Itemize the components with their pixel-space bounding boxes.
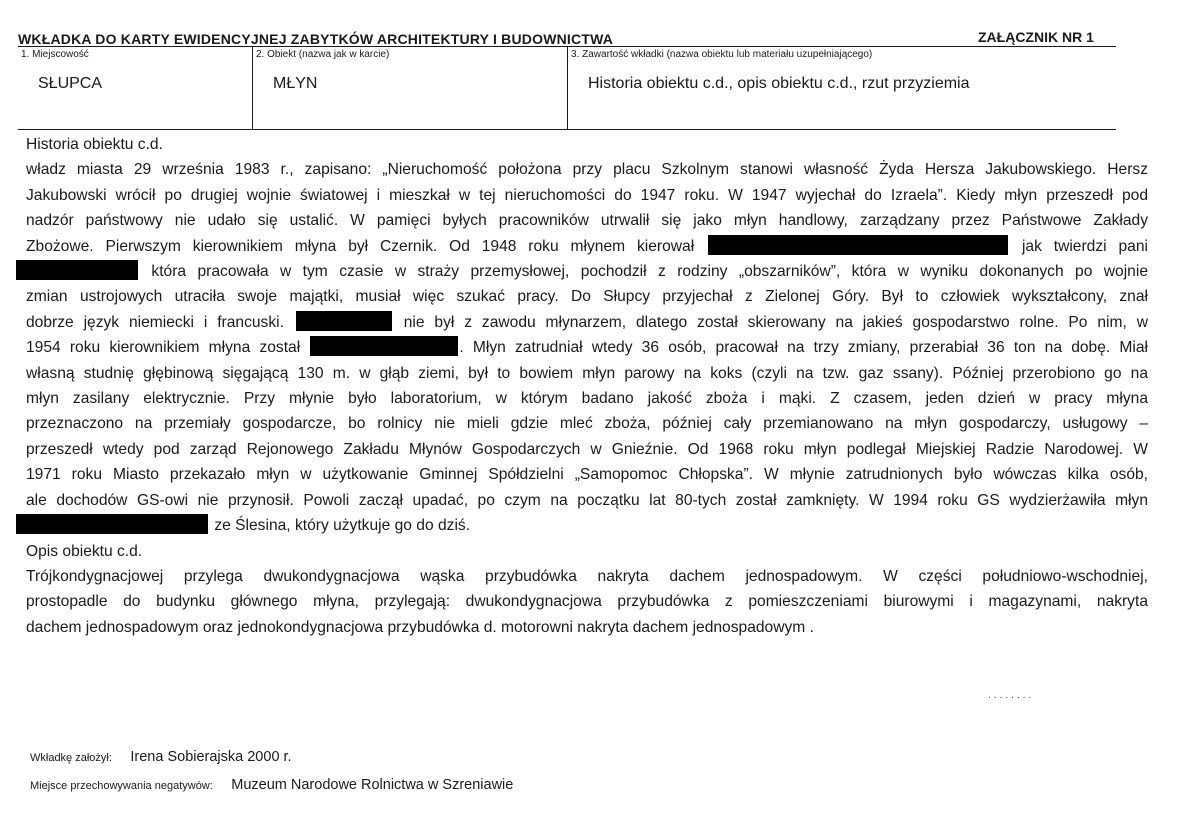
storage-row [30, 776, 513, 794]
object-value: MŁYN [273, 75, 318, 92]
redaction-block [310, 336, 458, 356]
storage-value: Muzeum Narodowe Rolnictwa w Szreniawie [231, 777, 514, 793]
history-line [26, 234, 1148, 259]
description-line: Trójkondygnacjowej przylega dwukondygnacjowa wąska przybudówka nakryta dachem jednospadowym. W części południowo-wschodniej, [26, 567, 1148, 585]
author-value: Irena Sobierajska 2000 r. [130, 749, 292, 765]
storage-label: Miejsce przechowywania negatywów: [30, 780, 213, 792]
contents-label: 3. Zawartość wkładki (nazwa obiektu lub materiału uzupełniającego) [571, 49, 873, 60]
redaction-block [296, 311, 392, 331]
history-line-part: Zbożowe. Pierwszym kierownikiem młyna był Czernik. Od 1948 roku młynem kierował [26, 237, 695, 255]
description-line: dachem jednospadowym oraz jednokondygnacjowa przybudówka d. motorowni nakryta dachem jednospadowym . [26, 618, 814, 636]
locality-cell [18, 47, 253, 129]
history-line [26, 335, 1148, 360]
history-line: Jakubowski wrócił po drugiej wojnie światowej i mieszkał w tej nieruchomości do 1947 roku. W 1947 wyjechał do Izraela”. Kiedy młyn przeszedł pod [26, 186, 1148, 204]
object-label: 2. Obiekt (nazwa jak w karcie) [256, 49, 390, 60]
contents-cell [568, 47, 1116, 129]
redaction-block [16, 514, 208, 534]
description-heading: Opis obiektu c.d. [26, 542, 143, 560]
redaction-block [16, 260, 138, 280]
history-line [26, 310, 1148, 335]
history-line-part: nie był z zawodu młynarzem, dlatego został skierowany na jakieś gospodarstwo rolne. Po nim, w [403, 313, 1148, 331]
history-line-part: która pracowała w tym czasie w straży przemysłowej, pochodził z rodziny „obszarników”, która w wyniku dokonanych po wojnie [151, 263, 1148, 281]
object-cell [253, 47, 568, 129]
history-line-part: ze Ślesina, który użytkuje go do dziś. [214, 517, 471, 535]
author-label: Wkładkę założył: [30, 752, 112, 764]
redaction-block [708, 235, 1008, 255]
header-table [18, 46, 1116, 130]
history-line: własną studnię głębinową sięgającą 130 m. w głąb ziemi, był to bowiem młyn parowy na koks (czyli na tzw. gaz ssany). Później przerobiono go na [26, 364, 1148, 382]
description-line: prostopadle do budynku głównego młyna, przylegają: dwukondygnacjowa przybudówka z pomieszczeniami biurowymi i magazynami, nakryta [26, 593, 1148, 611]
history-line: przeszedł wtedy pod zarząd Rejonowego Zakładu Młynów Gospodarczych w Gnieźnie. Od 1968 roku młyn podlegał Miejskiej Radzie Narodowej. W [26, 440, 1148, 458]
contents-value: Historia obiektu c.d., opis obiektu c.d., rzut przyziemia [588, 75, 970, 92]
history-line: młyn zasilany elektrycznie. Przy młynie było laboratorium, w którym badano jakość zboża i mąki. Z czasem, jeden dzień w pracy młyna [26, 390, 1148, 408]
locality-value: SŁUPCA [38, 75, 103, 92]
history-heading: Historia obiektu c.d. [26, 136, 163, 153]
decorative-dots: ........ [988, 690, 1035, 701]
history-line [26, 513, 1148, 538]
annex-label: ZAŁĄCZNIK NR 1 [978, 29, 1094, 45]
history-line: nadzór państwowy nie udało się ustalić. W pamięci byłych pracowników utrwalił się jako młyn handlowy, zarządzany przez Państwowe Zakłady [26, 212, 1148, 230]
history-line-part: . Młyn zatrudniał wtedy 36 osób, pracował na trzy zmiany, przerabiał 36 ton na dobę. Miał [459, 339, 1148, 357]
history-line: zmian ustrojowych utraciła swoje majątki, musiał więc szukać pracy. Do Słupcy przyjechał z Zielonej Góry. Był to człowiek wykształcony, znał [26, 288, 1148, 306]
history-line: 1971 roku Miasto przekazało młyn w użytkowanie Gminnej Spółdzielni „Samopomoc Chłopska”. W młynie zatrudnionych było wówczas kilka osób, [26, 466, 1148, 484]
history-line: ale dochodów GS-owi nie przynosił. Powoli zaczął upadać, po czym na początku lat 80-tych został zamknięty. W 1994 roku GS wydzierżawiła młyn [26, 491, 1148, 509]
author-row [30, 748, 292, 766]
history-line: przeznaczono na przemiały gospodarcze, bo rolnicy nie mieli gdzie mleć zboża, później cały przemianowano na młyn gospodarczy, usługowy – [26, 415, 1148, 433]
history-line-part: 1954 roku kierownikiem młyna został [26, 339, 301, 357]
history-line [26, 259, 1148, 284]
history-line-part: dobrze język niemiecki i francuski. [26, 313, 284, 331]
locality-label: 1. Miejscowość [21, 49, 89, 60]
history-line: władz miasta 29 września 1983 r., zapisano: „Nieruchomość położona przy placu Szkolnym stanowi własność Żyda Hersza Jakubowskiego. Hersz [26, 161, 1148, 179]
form-title: WKŁADKA DO KARTY EWIDENCYJNEJ ZABYTKÓW ARCHITEKTURY I BUDOWNICTWA [18, 31, 614, 47]
history-line-part: jak twierdzi pani [1021, 237, 1148, 255]
body-text [26, 132, 1148, 640]
